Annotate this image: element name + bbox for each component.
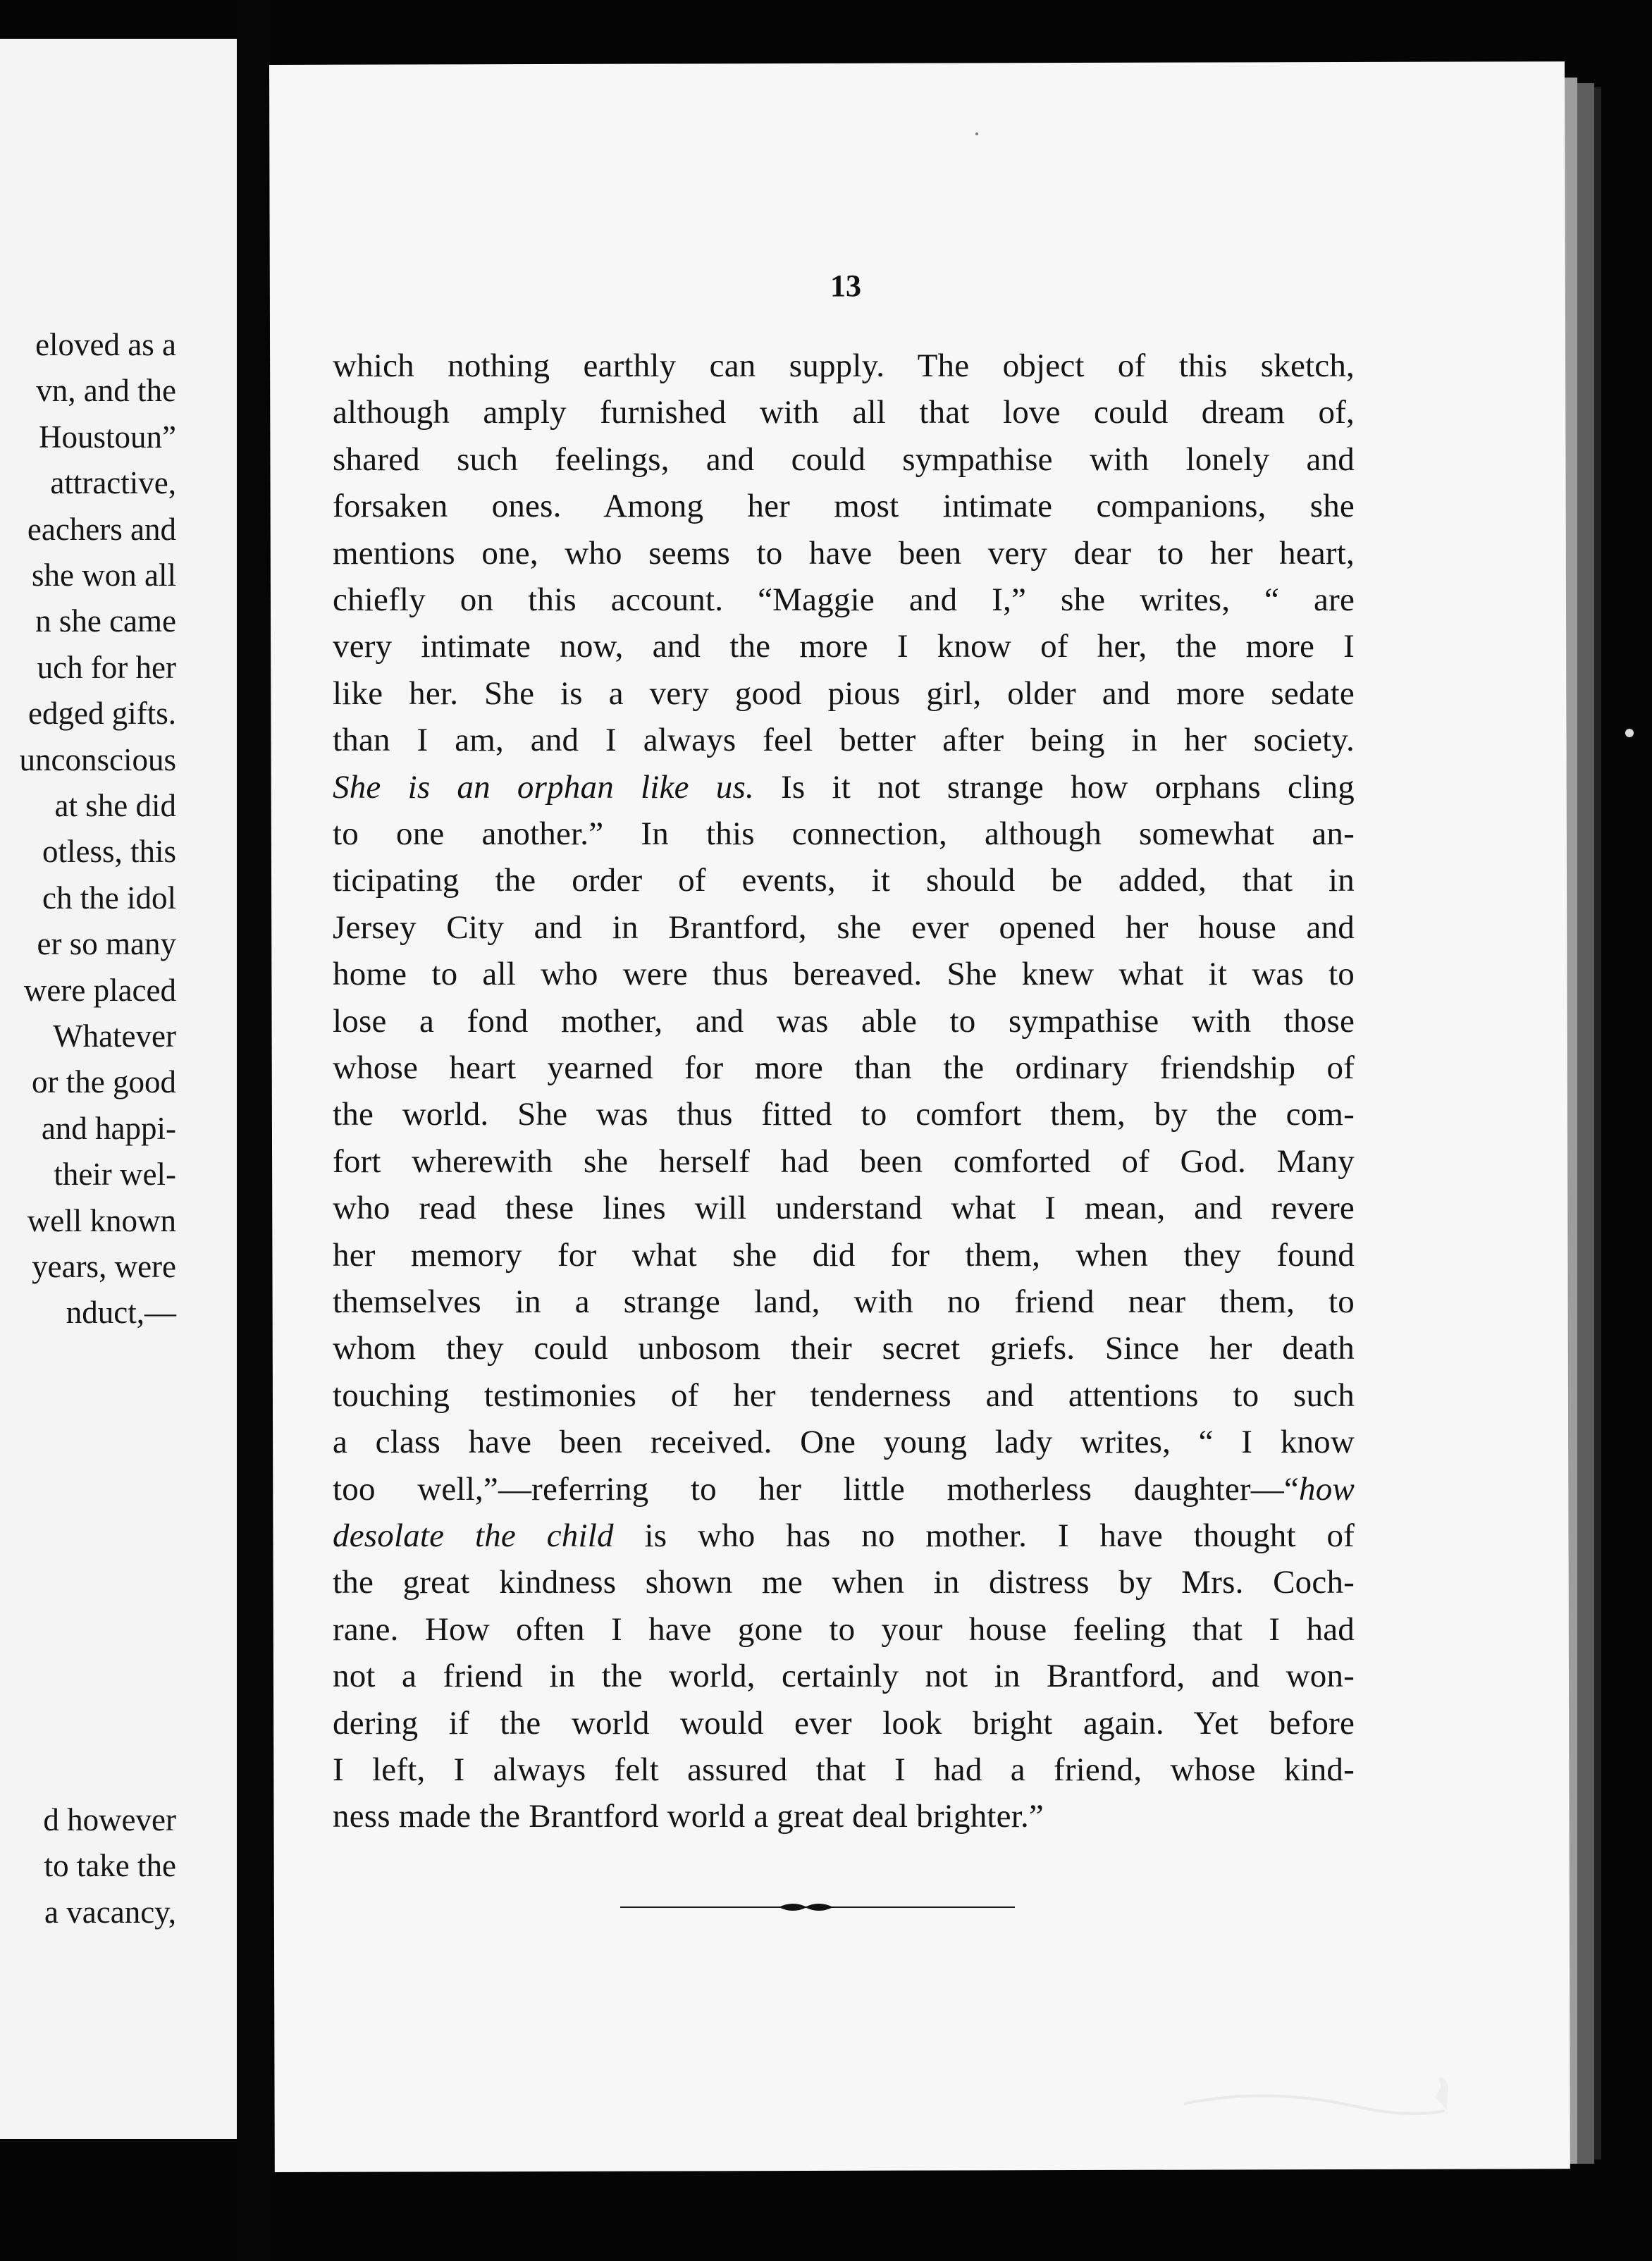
previous-page-line: er so many xyxy=(37,926,176,962)
previous-page-line: to take the xyxy=(44,1848,176,1884)
previous-page-line: were placed xyxy=(23,972,176,1008)
line-text: Is it not strange how orphans cling xyxy=(753,768,1355,806)
previous-page-line: years, were xyxy=(32,1249,176,1284)
italic-span: She is an orphan like us. xyxy=(333,768,754,806)
previous-page-line: vn, and the xyxy=(36,373,176,409)
line-text: shared such feelings, and could sympathise with lonely and xyxy=(333,441,1355,478)
line-text: rane. How often I have gone to your house feeling that I had xyxy=(333,1610,1355,1648)
previous-page-line: eloved as a xyxy=(35,327,176,362)
line-text: although amply furnished with all that love could dream of, xyxy=(333,394,1355,431)
previous-page-line: she won all xyxy=(32,557,176,593)
previous-page-line: edged gifts. xyxy=(28,696,176,732)
line-text: I left, I always felt assured that I had a friend, whose kind- xyxy=(333,1751,1355,1788)
previous-page-line: otless, this xyxy=(42,834,176,870)
page-number: 13 xyxy=(830,269,861,303)
previous-page-line: Houstoun” xyxy=(39,419,176,455)
line-text: who read these lines will understand what I mean, and revere xyxy=(333,1190,1355,1227)
line-text: themselves in a strange land, with no friend near them, to xyxy=(333,1283,1355,1320)
line-text: than I am, and I always feel better after being in her society. xyxy=(333,722,1355,759)
line-text: touching testimonies of her tenderness and attentions to such xyxy=(333,1376,1355,1414)
previous-page-line: attractive, xyxy=(50,465,176,501)
line-text: not a friend in the world, certainly not in Brantford, and won- xyxy=(333,1658,1355,1695)
line-text: whom they could unbosom their secret griefs. Since her death xyxy=(333,1330,1355,1367)
line-text: very intimate now, and the more I know of her, the more I xyxy=(333,628,1355,665)
line-text: whose heart yearned for more than the ordinary friendship of xyxy=(333,1049,1355,1086)
line-text: fort wherewith she herself had been comforted of God. Many xyxy=(333,1142,1355,1180)
line-text: home to all who were thus bereaved. She knew what it was to xyxy=(333,956,1355,993)
line-text: ticipating the order of events, it should be added, that in xyxy=(333,862,1355,899)
previous-page-line: a vacancy, xyxy=(44,1894,176,1930)
line-text: ness made the Brantford world a great deal brighter.” xyxy=(333,1798,1044,1835)
line-text: a class have been received. One young lady writes, “ I know xyxy=(333,1424,1355,1461)
previous-page-line: their wel- xyxy=(54,1157,176,1193)
line-text: lose a fond mother, and was able to sympathise with those xyxy=(333,1002,1355,1040)
line-text: forsaken ones. Among her most intimate companions, she xyxy=(333,488,1355,525)
previous-page-line: nduct,— xyxy=(66,1295,176,1331)
previous-page-line: and happi- xyxy=(41,1110,176,1146)
previous-page-line: d however xyxy=(43,1801,176,1837)
previous-page-line: or the good xyxy=(32,1064,176,1100)
previous-page-line: unconscious xyxy=(19,741,176,777)
previous-page-line: uch for her xyxy=(37,649,176,685)
previous-page-line: n she came xyxy=(35,603,176,639)
line-text: Jersey City and in Brantford, she ever opened her house and xyxy=(333,908,1355,946)
line-text: which nothing earthly can supply. The object of this sketch, xyxy=(333,347,1355,384)
line-text: her memory for what she did for them, when they found xyxy=(333,1236,1355,1274)
previous-page-line: at she did xyxy=(54,788,176,823)
previous-page-line: eachers and xyxy=(27,511,176,547)
line-text: mentions one, who seems to have been very dear to her heart, xyxy=(333,534,1355,572)
italic-span: how xyxy=(1299,1470,1355,1508)
italic-span: desolate the child xyxy=(333,1517,614,1554)
line-text: the great kindness shown me when in distress by Mrs. Coch- xyxy=(333,1564,1355,1601)
line-text: like her. She is a very good pious girl, older and more sedate xyxy=(333,674,1355,712)
line-text: to one another.” In this connection, although somewhat an- xyxy=(333,815,1355,852)
previous-page-line: ch the idol xyxy=(42,880,176,916)
previous-page-line: well known xyxy=(27,1202,176,1238)
line-text: chiefly on this account. “Maggie and I,” she writes, “ are xyxy=(333,581,1355,618)
line-text: dering if the world would ever look bright again. Yet before xyxy=(333,1704,1355,1742)
previous-page-line: Whatever xyxy=(53,1018,176,1054)
line-text: the world. She was thus fitted to comfort them, by the com- xyxy=(333,1096,1355,1133)
line-text: too well,”—referring to her little motherless daughter—“ xyxy=(333,1470,1300,1508)
line-text: is who has no mother. I have thought of xyxy=(613,1517,1355,1554)
